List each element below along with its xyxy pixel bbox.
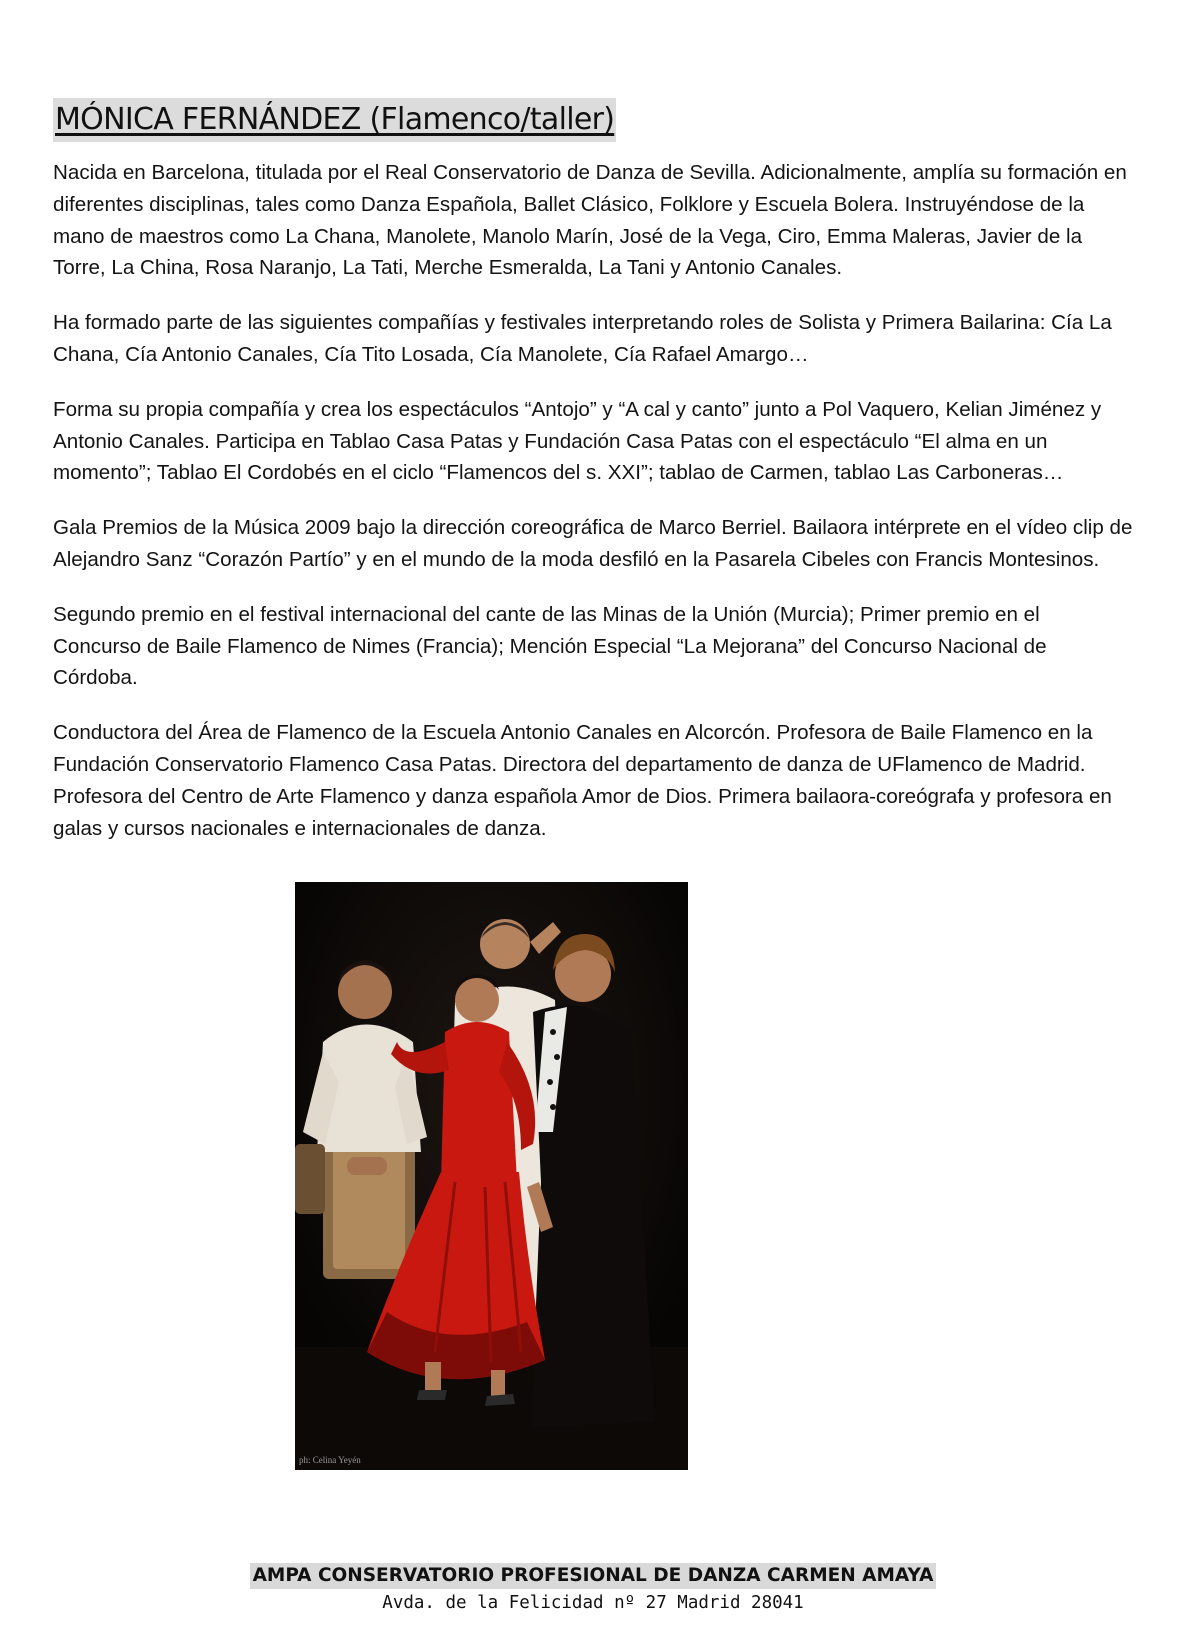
flamenco-performance-photo [295, 882, 688, 1470]
paragraph-companies: Ha formado parte de las siguientes compañías y festivales interpretando roles de Solista y Primera Bailarina: Cía La Chana, Cía Antonio Canales, Cía Tito Losada, Cía Manolete, Cía Rafael Amargo… [53, 311, 1112, 366]
paragraph-gala: Gala Premios de la Música 2009 bajo la dirección coreográfica de Marco Berriel. Bailaora intérprete en el vídeo clip de Alejandro Sanz “Corazón Partío” y en el mundo de la moda desfiló en la Pasarela Cibeles con Francis Montesinos. [53, 516, 1133, 571]
paragraph-training: Nacida en Barcelona, titulada por el Real Conservatorio de Danza de Sevilla. Adicionalmente, amplía su formación en diferentes disciplinas, tales como Danza Española, Ballet Clásico, Folklore y Escuela Bolera. Instruyéndose de la mano de maestros como La Chana, Manolete, Manolo Marín, José de la Vega, Ciro, Emma Maleras, Javier de la Torre, La China, Rosa Naranjo, La Tati, Merche Esmeralda, La Tani y Antonio Canales. [53, 161, 1127, 280]
footer-organization: AMPA CONSERVATORIO PROFESIONAL DE DANZA CARMEN AMAYA [250, 1563, 937, 1589]
biography-text [53, 157, 1133, 867]
paragraph-teaching: Conductora del Área de Flamenco de la Escuela Antonio Canales en Alcorcón. Profesora de Baile Flamenco en la Fundación Conservatorio Flamenco Casa Patas. Directora del departamento de danza de UFlamenco de Madrid. Profesora del Centro de Arte Flamenco y danza española Amor de Dios. Primera bailaora-coreógrafa y profesora en galas y cursos nacionales e internacionales de danza. [53, 721, 1112, 840]
photo-credit: ph: Celina Yeyén [299, 1455, 361, 1465]
paragraph-awards: Segundo premio en el festival internacional del cante de las Minas de la Unión (Murcia); Primer premio en el Concurso de Baile Flamenco de Nimes (Francia); Mención Especial “La Mejorana” del Concurso Nacional de Córdoba. [53, 602, 1047, 690]
page-title: MÓNICA FERNÁNDEZ (Flamenco/taller) [53, 98, 616, 142]
photo-illustration [295, 882, 688, 1470]
footer-address: Avda. de la Felicidad nº 27 Madrid 28041 [382, 1593, 804, 1613]
page-footer [0, 1563, 1186, 1616]
paragraph-own-company: Forma su propia compañía y crea los espectáculos “Antojo” y “A cal y canto” junto a Pol Vaquero, Kelian Jiménez y Antonio Canales. Participa en Tablao Casa Patas y Fundación Casa Patas con el espectáculo “El alma en un momento”; Tablao El Cordobés en el ciclo “Flamencos del s. XXI”; tablao de Carmen, tablao Las Carboneras… [53, 397, 1102, 485]
